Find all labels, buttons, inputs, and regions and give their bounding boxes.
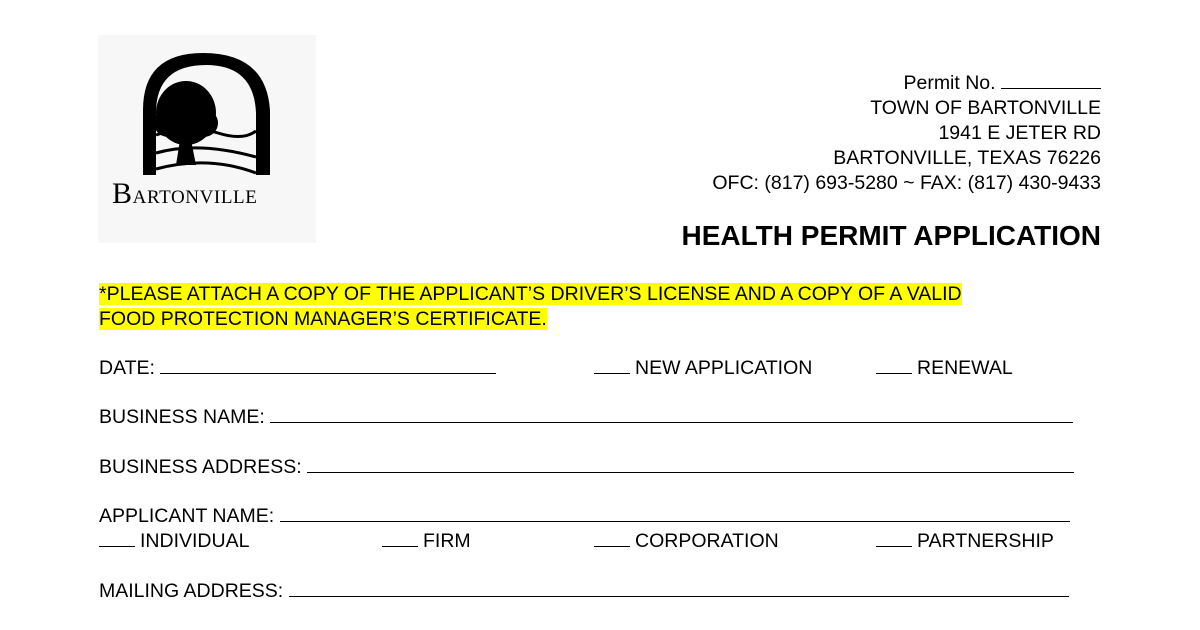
city-state-zip: BARTONVILLE, TEXAS 76226 <box>833 147 1101 169</box>
applicant-name-label: APPLICANT NAME: <box>99 505 275 527</box>
firm-option <box>382 528 471 553</box>
new-application-checkbox[interactable] <box>594 355 630 374</box>
date-field[interactable] <box>160 355 496 374</box>
logo-rest: ARTONVILLE <box>132 187 258 208</box>
corporation-checkbox[interactable] <box>594 528 630 547</box>
new-application-label: NEW APPLICATION <box>635 357 813 379</box>
phone-fax: OFC: (817) 693-5280 ~ FAX: (817) 430-9433 <box>712 172 1101 194</box>
date-label: DATE: <box>99 357 155 379</box>
renewal-label: RENEWAL <box>917 357 1013 379</box>
individual-option <box>99 528 249 553</box>
page-title: HEALTH PERMIT APPLICATION <box>681 220 1101 251</box>
mailing-address-row <box>99 578 1069 603</box>
firm-label: FIRM <box>423 530 471 552</box>
business-name-label: BUSINESS NAME: <box>99 406 265 428</box>
mailing-address-field[interactable] <box>289 578 1069 597</box>
renewal-option <box>876 355 1013 380</box>
partnership-checkbox[interactable] <box>876 528 912 547</box>
business-name-row <box>99 404 1073 429</box>
partnership-label: PARTNERSHIP <box>917 530 1054 552</box>
business-address-field[interactable] <box>307 454 1074 473</box>
business-address-label: BUSINESS ADDRESS: <box>99 456 302 478</box>
contact-block <box>712 70 1101 196</box>
street-address: 1941 E JETER RD <box>938 122 1101 144</box>
partnership-option <box>876 528 1054 553</box>
permit-number-field[interactable] <box>1001 70 1101 89</box>
date-row <box>99 355 496 380</box>
applicant-name-field[interactable] <box>280 503 1070 522</box>
renewal-checkbox[interactable] <box>876 355 912 374</box>
firm-checkbox[interactable] <box>382 528 418 547</box>
corporation-option <box>594 528 779 553</box>
new-application-option <box>594 355 812 380</box>
individual-checkbox[interactable] <box>99 528 135 547</box>
business-name-field[interactable] <box>270 404 1073 423</box>
permit-number <box>712 70 1101 96</box>
corporation-label: CORPORATION <box>635 530 779 552</box>
town-name: TOWN OF BARTONVILLE <box>870 97 1101 119</box>
notice-line-2: FOOD PROTECTION MANAGER’S CERTIFICATE. <box>99 308 547 330</box>
attachment-notice <box>99 282 962 332</box>
individual-label: INDIVIDUAL <box>140 530 250 552</box>
permit-label: Permit No. <box>903 72 996 94</box>
business-address-row <box>99 454 1074 479</box>
logo-wordmark <box>112 177 257 211</box>
logo-initial: B <box>112 177 133 210</box>
tree-arch-icon <box>98 35 316 243</box>
applicant-name-row <box>99 503 1070 528</box>
town-logo <box>98 35 316 243</box>
notice-line-1: *PLEASE ATTACH A COPY OF THE APPLICANT’S DRIVER’S LICENSE AND A COPY OF A VALID <box>99 283 962 305</box>
mailing-address-label: MAILING ADDRESS: <box>99 580 284 602</box>
